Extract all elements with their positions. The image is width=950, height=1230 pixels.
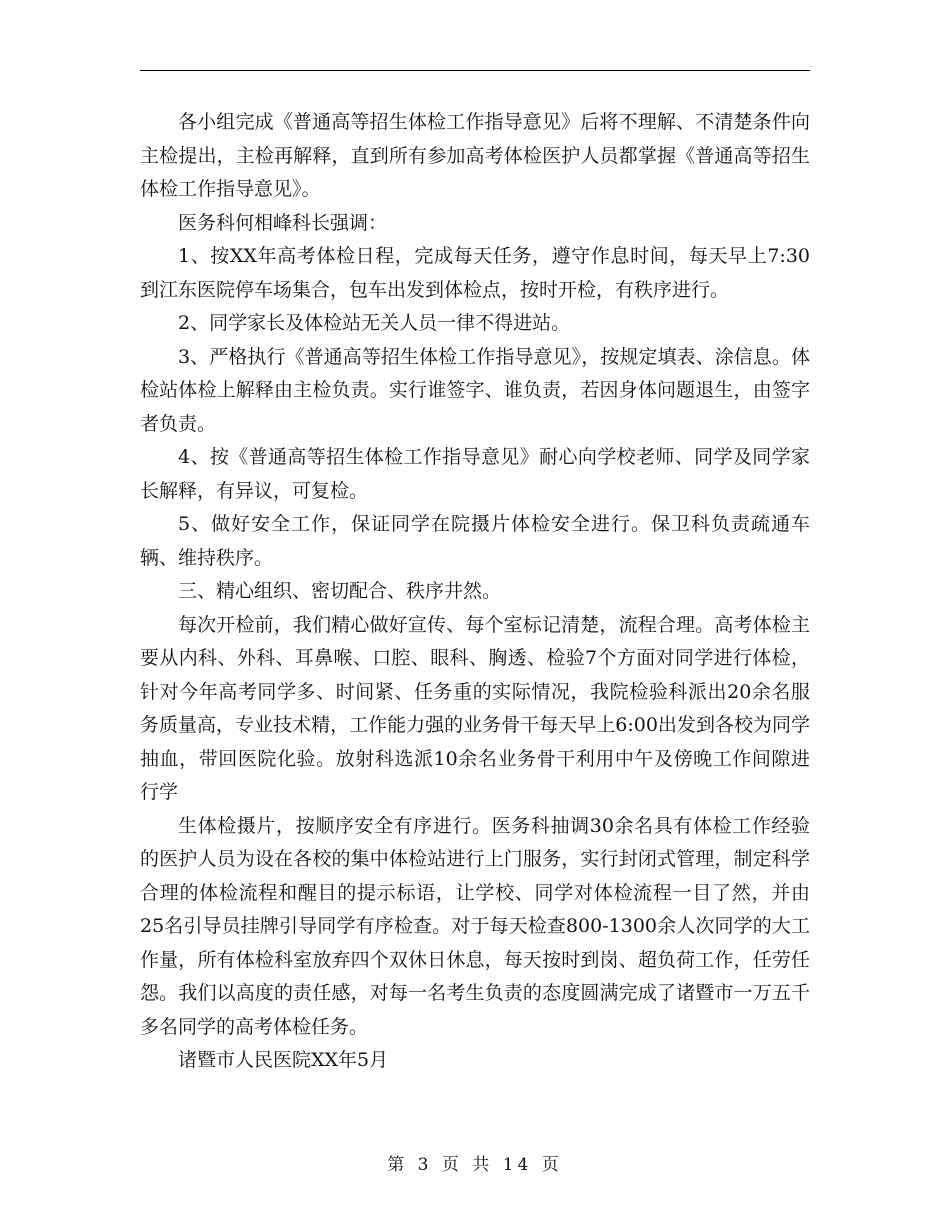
paragraph-item-1: 1、按XX年高考体检日程，完成每天任务，遵守作息时间，每天早上7:30到江东医院停车场集合，包车出发到体检点，按时开检，有秩序进行。 [140, 245, 810, 301]
paragraph-item-5: 5、做好安全工作，保证同学在院摄片体检安全进行。保卫科负责疏通车辆、维持秩序。 [140, 513, 810, 569]
paragraph-organization: 每次开检前，我们精心做好宣传、每个室标记清楚，流程合理。高考体检主要从内科、外科、耳鼻喉、口腔、眼科、胸透、检验7个方面对同学进行体检，针对今年高考同学多、时间紧、任务重的实际情况，我院检验科派出20余名服务质量高，专业技术精，工作能力强的业务骨干每天早上6:00出发到各校为同学抽血，带回医院化验。放射科选派10余名业务骨干利用中午及傍晚工作间隙进行学 [140, 613, 810, 803]
section-heading-3: 三、精心组织、密切配合、秩序井然。 [178, 580, 502, 602]
header-rule [140, 70, 810, 71]
paragraph-item-3: 3、严格执行《普通高等招生体检工作指导意见》，按规定填表、涂信息。体检站体检上解释由主检负责。实行谁签字、谁负责，若因身体问题退生，由签字者负责。 [140, 345, 810, 435]
signature-line: 诸暨市人民医院XX年5月 [178, 1049, 389, 1071]
paragraph-item-2: 2、同学家长及体检站无关人员一律不得进站。 [178, 312, 571, 334]
paragraph-intro: 各小组完成《普通高等招生体检工作指导意见》后将不理解、不清楚条件向主检提出，主检再解释，直到所有参加高考体检医护人员都掌握《普通高等招生体检工作指导意见》。 [140, 111, 810, 200]
document-body [140, 106, 810, 1078]
page-footer: 第 3 页 共 14 页 [387, 1155, 563, 1175]
paragraph-item-4: 4、按《普通高等招生体检工作指导意见》耐心向学校老师、同学及同学家长解释，有异议，可复检。 [140, 446, 810, 502]
paragraph-emphasis-heading: 医务科何相峰科长强调： [178, 211, 388, 234]
paragraph-organization-continued: 生体检摄片，按顺序安全有序进行。医务科抽调30余名具有体检工作经验的医护人员为设在各校的集中体检站进行上门服务，实行封闭式管理，制定科学合理的体检流程和醒目的提示标语，让学校、同学对体检流程一目了然，并由25名引导员挂牌引导同学有序检查。对于每天检查800-1300余人次同学的大工作量，所有体检科室放弃四个双休日休息，每天按时到岗、超负荷工作，任劳任怨。我们以高度的责任感，对每一名考生负责的态度圆满完成了诸暨市一万五千多名同学的高考体检任务。 [140, 814, 810, 1038]
